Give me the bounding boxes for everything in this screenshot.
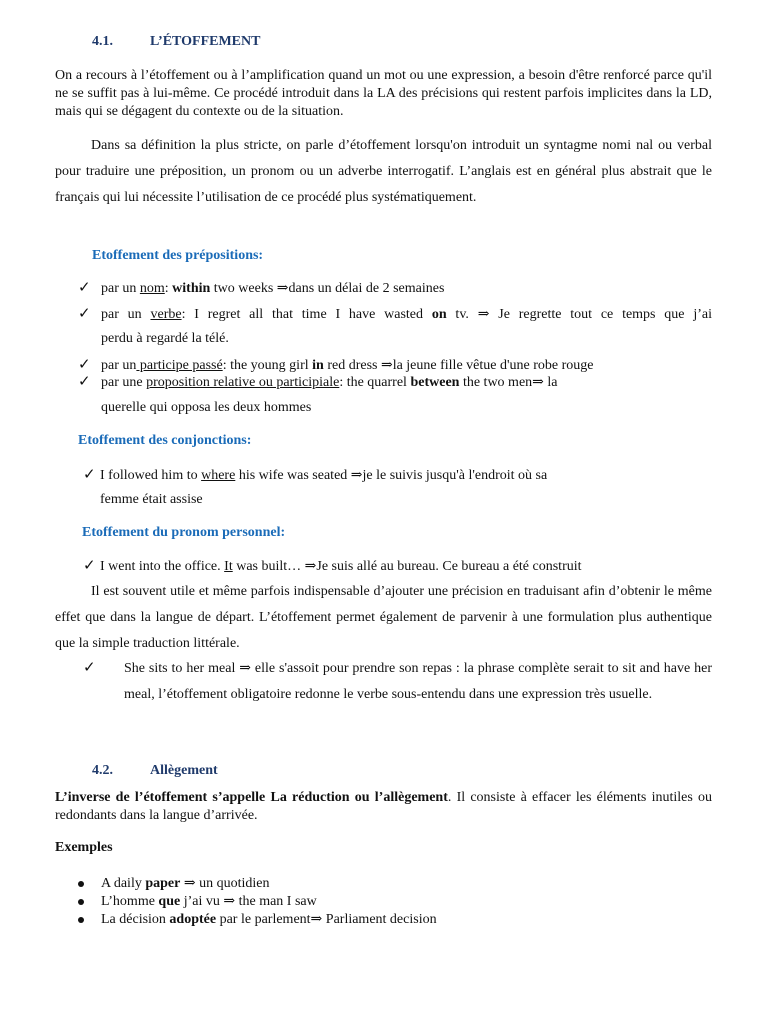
preposition-item-2: par un verbe: I regret all that time I have wasted on tv. ⇒ Je regrette tout ce temps que j’ai bbox=[101, 307, 712, 322]
section-number: 4.1. bbox=[92, 34, 113, 49]
preposition-item-2-continuation: perdu à regardé la télé. bbox=[101, 331, 229, 346]
conjonction-item-continuation: femme était assise bbox=[100, 492, 203, 507]
allegement-intro: L’inverse de l’étoffement s’appelle La réduction ou l’allègement. Il consiste à effacer les éléments inutiles ou redondants dans la langue d’arrivée. bbox=[55, 790, 712, 823]
preposition-item-1: par un nom: within two weeks ⇒dans un délai de 2 semaines bbox=[101, 281, 445, 296]
bullet-icon bbox=[78, 899, 84, 905]
pronom-paragraph: Il est souvent utile et même parfois indispensable d’ajouter une précision en traduisant afin d’obtenir le même effet que dans la langue de départ. L’étoffement permet également de parvenir à une formulation plus authentique que la simple traduction littérale. bbox=[55, 584, 712, 651]
example-item-1: A daily paper ⇒ un quotidien bbox=[101, 876, 270, 891]
preposition-item-3: par un participe passé: the young girl in red dress ⇒la jeune fille vêtue d'une robe rouge bbox=[101, 358, 594, 373]
pronom-item: I went into the office. It was built… ⇒Je suis allé au bureau. Ce bureau a été construit bbox=[100, 559, 582, 574]
section-heading-4-2 bbox=[92, 763, 218, 779]
subheading-conjonctions: Etoffement des conjonctions: bbox=[78, 433, 252, 448]
subheading-pronom: Etoffement du pronom personnel: bbox=[82, 525, 286, 540]
checkmark-icon: ✓ bbox=[78, 357, 91, 373]
pronom-example: She sits to her meal ⇒ elle s'assoit pour prendre son repas : la phrase complète serait to sit and have her meal, l’étoffement obligatoire redonne le verbe sous-entendu dans une expression très usuelle. bbox=[124, 661, 712, 702]
section-title: L’ÉTOFFEMENT bbox=[150, 34, 261, 49]
conjonction-item: I followed him to where his wife was seated ⇒je le suivis jusqu'à l'endroit où sa bbox=[100, 468, 548, 483]
intro-paragraph: On a recours à l’étoffement ou à l’amplification quand un mot ou une expression, a besoin d'être renforcé parce qu'il ne se suffit pas à lui-même. Ce procédé introduit dans la LA des précisions qui restent parfois implicites dans la LD, mais qui se dégagent du contexte ou de la situation. bbox=[55, 68, 712, 119]
checkmark-icon: ✓ bbox=[78, 306, 91, 322]
subheading-prepositions: Etoffement des prépositions: bbox=[92, 248, 264, 263]
example-item-2: L’homme que j’ai vu ⇒ the man I saw bbox=[101, 894, 317, 909]
example-item-3: La décision adoptée par le parlement⇒ Parliament decision bbox=[101, 912, 437, 927]
section-number: 4.2. bbox=[92, 763, 113, 778]
checkmark-icon: ✓ bbox=[78, 374, 91, 390]
section-heading-4-1 bbox=[92, 34, 260, 50]
definition-paragraph: Dans sa définition la plus stricte, on parle d’étoffement lorsqu'on introduit un syntagme nomi nal ou verbal pour traduire une préposition, un pronom ou un adverbe interrogatif. L’anglais est en général plus abstrait que le français qui lui nécessite l’utilisation de ce procédé plus systématiquement. bbox=[55, 138, 712, 205]
examples-label: Exemples bbox=[55, 840, 113, 855]
section-title: Allègement bbox=[150, 763, 218, 778]
preposition-item-4-continuation: querelle qui opposa les deux hommes bbox=[101, 400, 312, 415]
checkmark-icon: ✓ bbox=[83, 467, 96, 483]
bullet-icon bbox=[78, 881, 84, 887]
bullet-icon bbox=[78, 917, 84, 923]
checkmark-icon: ✓ bbox=[78, 280, 91, 296]
preposition-item-4: par une proposition relative ou participiale: the quarrel between the two men⇒ la bbox=[101, 375, 558, 390]
checkmark-icon: ✓ bbox=[83, 558, 96, 574]
checkmark-icon: ✓ bbox=[83, 660, 96, 676]
